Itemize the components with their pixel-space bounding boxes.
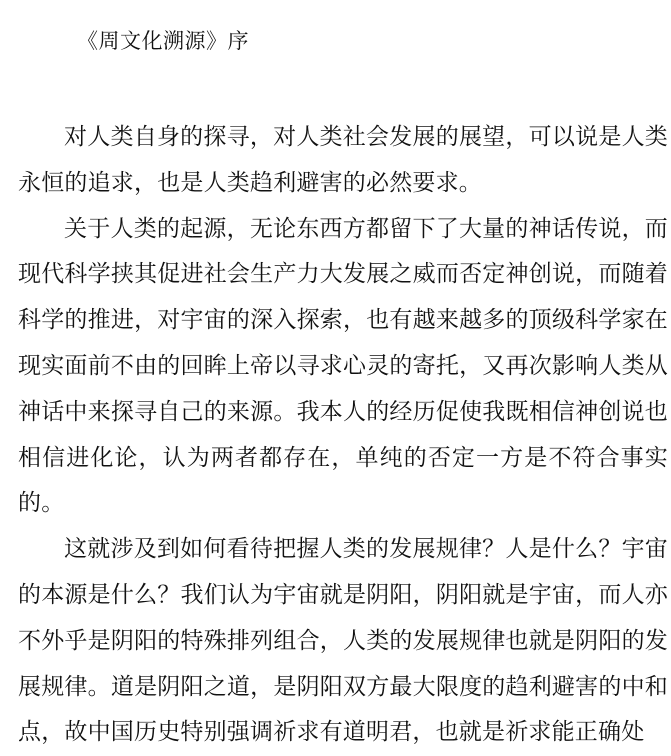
paragraph-1: 对人类自身的探寻，对人类社会发展的展望，可以说是人类永恒的追求，也是人类趋利避害的必然要求。 (18, 124, 668, 196)
document-body (18, 115, 668, 756)
document-title: 《周文化溯源》序 (77, 29, 249, 53)
paragraph-3: 这就涉及到如何看待把握人类的发展规律？人是什么？宇宙的本源是什么？我们认为宇宙就是阴阳，阴阳就是宇宙，而人亦不外乎是阴阳的特殊排列组合，人类的发展规律也就是阴阳的发展规律。道是阴阳之道，是阴阳双方最大限度的趋利避害的中和点，故中国历史特别强调祈求有道明君，也就是祈求能正确处 (18, 536, 668, 746)
paragraph-2: 关于人类的起源，无论东西方都留下了大量的神话传说，而现代科学挟其促进社会生产力大发展之威而否定神创说，而随着科学的推进，对宇宙的深入探索，也有越来越多的顶级科学家在现实面前不由的回眸上帝以寻求心灵的寄托，又再次影响人类从神话中来探寻自己的来源。我本人的经历促使我既相信神创说也相信进化论，认为两者都存在，单纯的否定一方是不符合事实的。 (18, 215, 668, 517)
